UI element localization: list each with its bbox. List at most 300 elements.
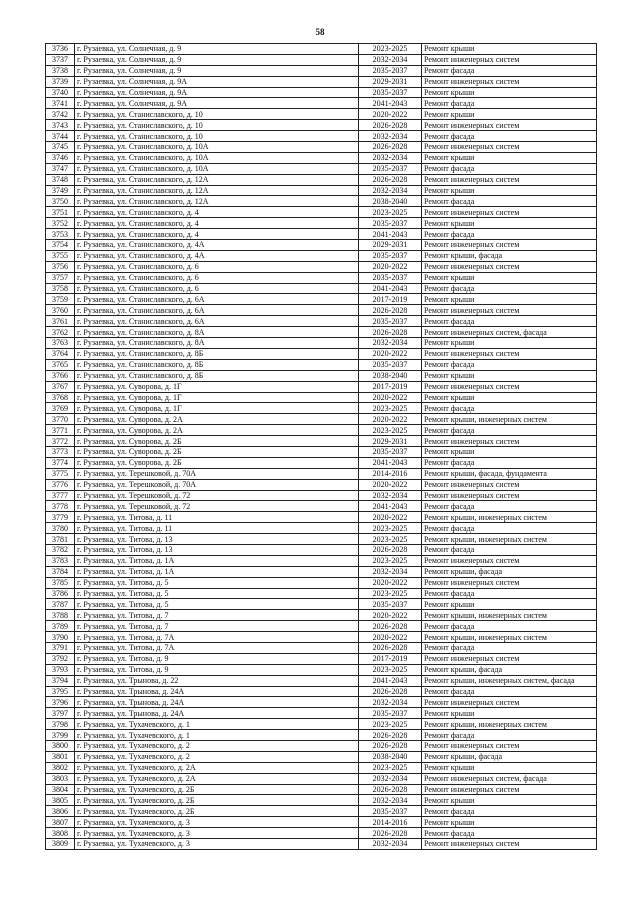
address-cell: г. Рузаевка, ул. Станиславского, д. 10А bbox=[75, 152, 359, 163]
address-cell: г. Рузаевка, ул. Суворова, д. 2Б bbox=[75, 446, 359, 457]
address-cell: г. Рузаевка, ул. Суворова, д. 1Г bbox=[75, 392, 359, 403]
table-row bbox=[46, 229, 597, 240]
work-type-cell: Ремонт фасада bbox=[422, 425, 597, 436]
address-cell: г. Рузаевка, ул. Титова, д. 13 bbox=[75, 544, 359, 555]
address-cell: г. Рузаевка, ул. Титова, д. 5 bbox=[75, 599, 359, 610]
work-type-cell: Ремонт крыши bbox=[422, 44, 597, 55]
work-type-cell: Ремонт крыши bbox=[422, 392, 597, 403]
address-cell: г. Рузаевка, ул. Солнечная, д. 9А bbox=[75, 87, 359, 98]
table-row bbox=[46, 544, 597, 555]
work-type-cell: Ремонт фасада bbox=[422, 686, 597, 697]
table-row bbox=[46, 653, 597, 664]
work-type-cell: Ремонт инженерных систем bbox=[422, 653, 597, 664]
table-row bbox=[46, 686, 597, 697]
row-number-cell: 3784 bbox=[46, 566, 75, 577]
table-row bbox=[46, 185, 597, 196]
address-cell: г. Рузаевка, ул. Титова, д. 5 bbox=[75, 577, 359, 588]
work-type-cell: Ремонт инженерных систем bbox=[422, 207, 597, 218]
address-cell: г. Рузаевка, ул. Станиславского, д. 4А bbox=[75, 240, 359, 251]
work-type-cell: Ремонт крыши bbox=[422, 762, 597, 773]
address-cell: г. Рузаевка, ул. Тухачевского, д. 2Б bbox=[75, 795, 359, 806]
period-cell: 2041-2043 bbox=[359, 501, 422, 512]
row-number-cell: 3788 bbox=[46, 610, 75, 621]
row-number-cell: 3796 bbox=[46, 697, 75, 708]
table-row bbox=[46, 294, 597, 305]
address-cell: г. Рузаевка, ул. Суворова, д. 2Б bbox=[75, 436, 359, 447]
period-cell: 2020-2022 bbox=[359, 577, 422, 588]
row-number-cell: 3743 bbox=[46, 120, 75, 131]
work-type-cell: Ремонт инженерных систем, фасада bbox=[422, 327, 597, 338]
period-cell: 2017-2019 bbox=[359, 294, 422, 305]
work-type-cell: Ремонт крыши bbox=[422, 370, 597, 381]
period-cell: 2026-2028 bbox=[359, 142, 422, 153]
row-number-cell: 3774 bbox=[46, 457, 75, 468]
work-type-cell: Ремонт инженерных систем bbox=[422, 120, 597, 131]
table-row bbox=[46, 806, 597, 817]
row-number-cell: 3792 bbox=[46, 653, 75, 664]
work-type-cell: Ремонт фасада bbox=[422, 544, 597, 555]
address-cell: г. Рузаевка, ул. Суворова, д. 2А bbox=[75, 425, 359, 436]
row-number-cell: 3770 bbox=[46, 414, 75, 425]
address-cell: г. Рузаевка, ул. Титова, д. 13 bbox=[75, 534, 359, 545]
row-number-cell: 3747 bbox=[46, 163, 75, 174]
work-type-cell: Ремонт фасада bbox=[422, 65, 597, 76]
table-row bbox=[46, 479, 597, 490]
work-type-cell: Ремонт крыши, инженерных систем bbox=[422, 632, 597, 643]
work-type-cell: Ремонт крыши bbox=[422, 817, 597, 828]
period-cell: 2026-2028 bbox=[359, 642, 422, 653]
table-row bbox=[46, 599, 597, 610]
work-type-cell: Ремонт инженерных систем bbox=[422, 261, 597, 272]
period-cell: 2035-2037 bbox=[359, 599, 422, 610]
row-number-cell: 3755 bbox=[46, 250, 75, 261]
table-row bbox=[46, 741, 597, 752]
period-cell: 2026-2028 bbox=[359, 305, 422, 316]
address-cell: г. Рузаевка, ул. Станиславского, д. 8Б bbox=[75, 370, 359, 381]
table-row bbox=[46, 142, 597, 153]
table-row bbox=[46, 196, 597, 207]
period-cell: 2023-2025 bbox=[359, 664, 422, 675]
row-number-cell: 3790 bbox=[46, 632, 75, 643]
address-cell: г. Рузаевка, ул. Титова, д. 1А bbox=[75, 555, 359, 566]
work-type-cell: Ремонт фасада bbox=[422, 163, 597, 174]
table-row bbox=[46, 664, 597, 675]
table-row bbox=[46, 534, 597, 545]
row-number-cell: 3783 bbox=[46, 555, 75, 566]
table-row bbox=[46, 490, 597, 501]
period-cell: 2020-2022 bbox=[359, 261, 422, 272]
table-row bbox=[46, 501, 597, 512]
row-number-cell: 3739 bbox=[46, 76, 75, 87]
table-row bbox=[46, 839, 597, 850]
work-type-cell: Ремонт фасада bbox=[422, 642, 597, 653]
period-cell: 2014-2016 bbox=[359, 817, 422, 828]
address-cell: г. Рузаевка, ул. Станиславского, д. 12А bbox=[75, 174, 359, 185]
work-type-cell: Ремонт фасада bbox=[422, 806, 597, 817]
work-type-cell: Ремонт фасада bbox=[422, 621, 597, 632]
table-row bbox=[46, 250, 597, 261]
address-cell: г. Рузаевка, ул. Титова, д. 1А bbox=[75, 566, 359, 577]
work-type-cell: Ремонт инженерных систем bbox=[422, 490, 597, 501]
work-type-cell: Ремонт крыши, инженерных систем bbox=[422, 512, 597, 523]
row-number-cell: 3756 bbox=[46, 261, 75, 272]
table-row bbox=[46, 392, 597, 403]
table-row bbox=[46, 76, 597, 87]
work-type-cell: Ремонт фасада bbox=[422, 316, 597, 327]
period-cell: 2020-2022 bbox=[359, 392, 422, 403]
row-number-cell: 3744 bbox=[46, 131, 75, 142]
address-cell: г. Рузаевка, ул. Станиславского, д. 10А bbox=[75, 142, 359, 153]
period-cell: 2032-2034 bbox=[359, 697, 422, 708]
address-cell: г. Рузаевка, ул. Трынова, д. 22 bbox=[75, 675, 359, 686]
work-type-cell: Ремонт крыши bbox=[422, 272, 597, 283]
period-cell: 2026-2028 bbox=[359, 686, 422, 697]
work-type-cell: Ремонт инженерных систем bbox=[422, 76, 597, 87]
work-type-cell: Ремонт крыши, фасада bbox=[422, 566, 597, 577]
address-cell: г. Рузаевка, ул. Тухачевского, д. 1 bbox=[75, 719, 359, 730]
table-row bbox=[46, 457, 597, 468]
period-cell: 2026-2028 bbox=[359, 828, 422, 839]
table-row bbox=[46, 566, 597, 577]
work-type-cell: Ремонт крыши bbox=[422, 795, 597, 806]
table-row bbox=[46, 65, 597, 76]
row-number-cell: 3797 bbox=[46, 708, 75, 719]
period-cell: 2023-2025 bbox=[359, 555, 422, 566]
period-cell: 2023-2025 bbox=[359, 44, 422, 55]
period-cell: 2035-2037 bbox=[359, 163, 422, 174]
row-number-cell: 3736 bbox=[46, 44, 75, 55]
table-row bbox=[46, 675, 597, 686]
period-cell: 2026-2028 bbox=[359, 327, 422, 338]
table-row bbox=[46, 762, 597, 773]
address-cell: г. Рузаевка, ул. Трынова, д. 24А bbox=[75, 686, 359, 697]
period-cell: 2038-2040 bbox=[359, 370, 422, 381]
work-type-cell: Ремонт крыши bbox=[422, 87, 597, 98]
row-number-cell: 3738 bbox=[46, 65, 75, 76]
period-cell: 2020-2022 bbox=[359, 414, 422, 425]
address-cell: г. Рузаевка, ул. Титова, д. 7А bbox=[75, 632, 359, 643]
row-number-cell: 3799 bbox=[46, 730, 75, 741]
row-number-cell: 3767 bbox=[46, 381, 75, 392]
row-number-cell: 3771 bbox=[46, 425, 75, 436]
period-cell: 2032-2034 bbox=[359, 795, 422, 806]
row-number-cell: 3776 bbox=[46, 479, 75, 490]
row-number-cell: 3758 bbox=[46, 283, 75, 294]
period-cell: 2035-2037 bbox=[359, 806, 422, 817]
period-cell: 2026-2028 bbox=[359, 544, 422, 555]
period-cell: 2023-2025 bbox=[359, 534, 422, 545]
address-cell: г. Рузаевка, ул. Титова, д. 5 bbox=[75, 588, 359, 599]
period-cell: 2023-2025 bbox=[359, 403, 422, 414]
row-number-cell: 3798 bbox=[46, 719, 75, 730]
row-number-cell: 3746 bbox=[46, 152, 75, 163]
row-number-cell: 3786 bbox=[46, 588, 75, 599]
table-row bbox=[46, 163, 597, 174]
table-row bbox=[46, 621, 597, 632]
table-row bbox=[46, 240, 597, 251]
row-number-cell: 3775 bbox=[46, 468, 75, 479]
work-type-cell: Ремонт крыши, инженерных систем, фасада bbox=[422, 675, 597, 686]
row-number-cell: 3764 bbox=[46, 348, 75, 359]
work-type-cell: Ремонт инженерных систем bbox=[422, 577, 597, 588]
work-type-cell: Ремонт фасада bbox=[422, 359, 597, 370]
table-row bbox=[46, 523, 597, 534]
row-number-cell: 3751 bbox=[46, 207, 75, 218]
table-row bbox=[46, 44, 597, 55]
table-row bbox=[46, 327, 597, 338]
row-number-cell: 3793 bbox=[46, 664, 75, 675]
address-cell: г. Рузаевка, ул. Трынова, д. 24А bbox=[75, 697, 359, 708]
row-number-cell: 3791 bbox=[46, 642, 75, 653]
address-cell: г. Рузаевка, ул. Тухачевского, д. 2 bbox=[75, 751, 359, 762]
period-cell: 2029-2031 bbox=[359, 436, 422, 447]
table-row bbox=[46, 697, 597, 708]
row-number-cell: 3761 bbox=[46, 316, 75, 327]
row-number-cell: 3779 bbox=[46, 512, 75, 523]
work-type-cell: Ремонт крыши bbox=[422, 109, 597, 120]
row-number-cell: 3809 bbox=[46, 839, 75, 850]
address-cell: г. Рузаевка, ул. Станиславского, д. 10 bbox=[75, 131, 359, 142]
table-row bbox=[46, 588, 597, 599]
address-cell: г. Рузаевка, ул. Станиславского, д. 6 bbox=[75, 272, 359, 283]
work-type-cell: Ремонт крыши bbox=[422, 599, 597, 610]
address-cell: г. Рузаевка, ул. Тухачевского, д. 3 bbox=[75, 839, 359, 850]
period-cell: 2017-2019 bbox=[359, 653, 422, 664]
row-number-cell: 3740 bbox=[46, 87, 75, 98]
table-row bbox=[46, 555, 597, 566]
address-cell: г. Рузаевка, ул. Суворова, д. 2А bbox=[75, 414, 359, 425]
work-type-cell: Ремонт фасада bbox=[422, 730, 597, 741]
work-type-cell: Ремонт инженерных систем bbox=[422, 240, 597, 251]
period-cell: 2014-2016 bbox=[359, 468, 422, 479]
table-row bbox=[46, 316, 597, 327]
address-cell: г. Рузаевка, ул. Солнечная, д. 9 bbox=[75, 54, 359, 65]
row-number-cell: 3787 bbox=[46, 599, 75, 610]
work-type-cell: Ремонт крыши, фасада bbox=[422, 664, 597, 675]
work-type-cell: Ремонт фасада bbox=[422, 457, 597, 468]
row-number-cell: 3748 bbox=[46, 174, 75, 185]
table-row bbox=[46, 773, 597, 784]
period-cell: 2023-2025 bbox=[359, 207, 422, 218]
period-cell: 2023-2025 bbox=[359, 762, 422, 773]
row-number-cell: 3750 bbox=[46, 196, 75, 207]
address-cell: г. Рузаевка, ул. Станиславского, д. 4А bbox=[75, 250, 359, 261]
period-cell: 2026-2028 bbox=[359, 120, 422, 131]
row-number-cell: 3780 bbox=[46, 523, 75, 534]
work-type-cell: Ремонт крыши, инженерных систем bbox=[422, 610, 597, 621]
row-number-cell: 3749 bbox=[46, 185, 75, 196]
period-cell: 2026-2028 bbox=[359, 741, 422, 752]
work-type-cell: Ремонт крыши bbox=[422, 152, 597, 163]
work-type-cell: Ремонт инженерных систем bbox=[422, 381, 597, 392]
table-row bbox=[46, 730, 597, 741]
row-number-cell: 3785 bbox=[46, 577, 75, 588]
work-type-cell: Ремонт фасада bbox=[422, 523, 597, 534]
work-type-cell: Ремонт крыши, инженерных систем bbox=[422, 534, 597, 545]
period-cell: 2020-2022 bbox=[359, 479, 422, 490]
work-type-cell: Ремонт фасада bbox=[422, 403, 597, 414]
period-cell: 2020-2022 bbox=[359, 512, 422, 523]
address-cell: г. Рузаевка, ул. Солнечная, д. 9А bbox=[75, 76, 359, 87]
address-cell: г. Рузаевка, ул. Титова, д. 7 bbox=[75, 621, 359, 632]
address-cell: г. Рузаевка, ул. Станиславского, д. 8А bbox=[75, 327, 359, 338]
work-type-cell: Ремонт крыши, инженерных систем bbox=[422, 719, 597, 730]
row-number-cell: 3757 bbox=[46, 272, 75, 283]
address-cell: г. Рузаевка, ул. Суворова, д. 1Г bbox=[75, 403, 359, 414]
work-type-cell: Ремонт крыши, фасада bbox=[422, 250, 597, 261]
table-row bbox=[46, 381, 597, 392]
row-number-cell: 3766 bbox=[46, 370, 75, 381]
address-cell: г. Рузаевка, ул. Трынова, д. 24А bbox=[75, 708, 359, 719]
period-cell: 2020-2022 bbox=[359, 632, 422, 643]
table-row bbox=[46, 338, 597, 349]
table-row bbox=[46, 828, 597, 839]
address-cell: г. Рузаевка, ул. Станиславского, д. 10А bbox=[75, 163, 359, 174]
address-cell: г. Рузаевка, ул. Станиславского, д. 8А bbox=[75, 338, 359, 349]
period-cell: 2035-2037 bbox=[359, 446, 422, 457]
work-type-cell: Ремонт инженерных систем bbox=[422, 784, 597, 795]
period-cell: 2023-2025 bbox=[359, 719, 422, 730]
table-row bbox=[46, 120, 597, 131]
table-row bbox=[46, 414, 597, 425]
work-type-cell: Ремонт инженерных систем bbox=[422, 348, 597, 359]
address-cell: г. Рузаевка, ул. Титова, д. 9 bbox=[75, 653, 359, 664]
work-type-cell: Ремонт инженерных систем bbox=[422, 142, 597, 153]
work-type-cell: Ремонт крыши bbox=[422, 218, 597, 229]
address-cell: г. Рузаевка, ул. Суворова, д. 2Б bbox=[75, 457, 359, 468]
address-cell: г. Рузаевка, ул. Станиславского, д. 8Б bbox=[75, 359, 359, 370]
work-type-cell: Ремонт инженерных систем bbox=[422, 54, 597, 65]
table-row bbox=[46, 370, 597, 381]
address-cell: г. Рузаевка, ул. Тухачевского, д. 2 bbox=[75, 741, 359, 752]
table-row bbox=[46, 54, 597, 65]
table-row bbox=[46, 784, 597, 795]
table-row bbox=[46, 261, 597, 272]
row-number-cell: 3765 bbox=[46, 359, 75, 370]
period-cell: 2023-2025 bbox=[359, 588, 422, 599]
period-cell: 2026-2028 bbox=[359, 730, 422, 741]
address-cell: г. Рузаевка, ул. Тухачевского, д. 2А bbox=[75, 762, 359, 773]
table-row bbox=[46, 632, 597, 643]
period-cell: 2026-2028 bbox=[359, 621, 422, 632]
address-cell: г. Рузаевка, ул. Станиславского, д. 12А bbox=[75, 185, 359, 196]
address-cell: г. Рузаевка, ул. Терешковой, д. 70А bbox=[75, 468, 359, 479]
address-cell: г. Рузаевка, ул. Тухачевского, д. 1 bbox=[75, 730, 359, 741]
address-cell: г. Рузаевка, ул. Станиславского, д. 6 bbox=[75, 283, 359, 294]
work-type-cell: Ремонт инженерных систем bbox=[422, 839, 597, 850]
table-row bbox=[46, 109, 597, 120]
work-type-cell: Ремонт фасада bbox=[422, 229, 597, 240]
period-cell: 2017-2019 bbox=[359, 381, 422, 392]
address-cell: г. Рузаевка, ул. Солнечная, д. 9 bbox=[75, 44, 359, 55]
table-row bbox=[46, 708, 597, 719]
row-number-cell: 3773 bbox=[46, 446, 75, 457]
table-row bbox=[46, 512, 597, 523]
row-number-cell: 3769 bbox=[46, 403, 75, 414]
address-cell: г. Рузаевка, ул. Суворова, д. 1Г bbox=[75, 381, 359, 392]
row-number-cell: 3752 bbox=[46, 218, 75, 229]
address-cell: г. Рузаевка, ул. Титова, д. 7А bbox=[75, 642, 359, 653]
period-cell: 2026-2028 bbox=[359, 784, 422, 795]
table-row bbox=[46, 610, 597, 621]
address-cell: г. Рузаевка, ул. Тухачевского, д. 2А bbox=[75, 773, 359, 784]
row-number-cell: 3802 bbox=[46, 762, 75, 773]
period-cell: 2023-2025 bbox=[359, 523, 422, 534]
address-cell: г. Рузаевка, ул. Тухачевского, д. 2Б bbox=[75, 806, 359, 817]
row-number-cell: 3808 bbox=[46, 828, 75, 839]
work-type-cell: Ремонт инженерных систем bbox=[422, 555, 597, 566]
address-cell: г. Рузаевка, ул. Терешковой, д. 70А bbox=[75, 479, 359, 490]
work-type-cell: Ремонт крыши bbox=[422, 446, 597, 457]
period-cell: 2032-2034 bbox=[359, 185, 422, 196]
table-row bbox=[46, 87, 597, 98]
table-row bbox=[46, 425, 597, 436]
period-cell: 2032-2034 bbox=[359, 773, 422, 784]
table-row bbox=[46, 751, 597, 762]
period-cell: 2035-2037 bbox=[359, 316, 422, 327]
work-type-cell: Ремонт фасада bbox=[422, 98, 597, 109]
work-type-cell: Ремонт фасада bbox=[422, 283, 597, 294]
address-cell: г. Рузаевка, ул. Станиславского, д. 4 bbox=[75, 229, 359, 240]
period-cell: 2032-2034 bbox=[359, 566, 422, 577]
address-cell: г. Рузаевка, ул. Тухачевского, д. 3 bbox=[75, 828, 359, 839]
row-number-cell: 3803 bbox=[46, 773, 75, 784]
work-type-cell: Ремонт фасада bbox=[422, 131, 597, 142]
address-cell: г. Рузаевка, ул. Титова, д. 11 bbox=[75, 512, 359, 523]
period-cell: 2041-2043 bbox=[359, 675, 422, 686]
table-row bbox=[46, 348, 597, 359]
period-cell: 2041-2043 bbox=[359, 283, 422, 294]
address-cell: г. Рузаевка, ул. Солнечная, д. 9 bbox=[75, 65, 359, 76]
table-row bbox=[46, 403, 597, 414]
table-row bbox=[46, 719, 597, 730]
period-cell: 2041-2043 bbox=[359, 457, 422, 468]
period-cell: 2020-2022 bbox=[359, 109, 422, 120]
table-row bbox=[46, 218, 597, 229]
work-type-cell: Ремонт инженерных систем, фасада bbox=[422, 773, 597, 784]
row-number-cell: 3800 bbox=[46, 741, 75, 752]
work-type-cell: Ремонт фасада bbox=[422, 196, 597, 207]
table-row bbox=[46, 446, 597, 457]
row-number-cell: 3741 bbox=[46, 98, 75, 109]
period-cell: 2032-2034 bbox=[359, 54, 422, 65]
address-cell: г. Рузаевка, ул. Станиславского, д. 8Б bbox=[75, 348, 359, 359]
row-number-cell: 3804 bbox=[46, 784, 75, 795]
work-type-cell: Ремонт крыши, фасада, фундамента bbox=[422, 468, 597, 479]
row-number-cell: 3763 bbox=[46, 338, 75, 349]
row-number-cell: 3795 bbox=[46, 686, 75, 697]
row-number-cell: 3801 bbox=[46, 751, 75, 762]
row-number-cell: 3781 bbox=[46, 534, 75, 545]
table-row bbox=[46, 817, 597, 828]
table-row bbox=[46, 174, 597, 185]
address-cell: г. Рузаевка, ул. Титова, д. 9 bbox=[75, 664, 359, 675]
work-type-cell: Ремонт инженерных систем bbox=[422, 174, 597, 185]
period-cell: 2023-2025 bbox=[359, 425, 422, 436]
row-number-cell: 3789 bbox=[46, 621, 75, 632]
row-number-cell: 3772 bbox=[46, 436, 75, 447]
row-number-cell: 3782 bbox=[46, 544, 75, 555]
work-type-cell: Ремонт инженерных систем bbox=[422, 697, 597, 708]
row-number-cell: 3777 bbox=[46, 490, 75, 501]
period-cell: 2020-2022 bbox=[359, 610, 422, 621]
period-cell: 2026-2028 bbox=[359, 174, 422, 185]
period-cell: 2035-2037 bbox=[359, 65, 422, 76]
period-cell: 2020-2022 bbox=[359, 348, 422, 359]
period-cell: 2035-2037 bbox=[359, 87, 422, 98]
work-type-cell: Ремонт инженерных систем bbox=[422, 741, 597, 752]
period-cell: 2032-2034 bbox=[359, 839, 422, 850]
